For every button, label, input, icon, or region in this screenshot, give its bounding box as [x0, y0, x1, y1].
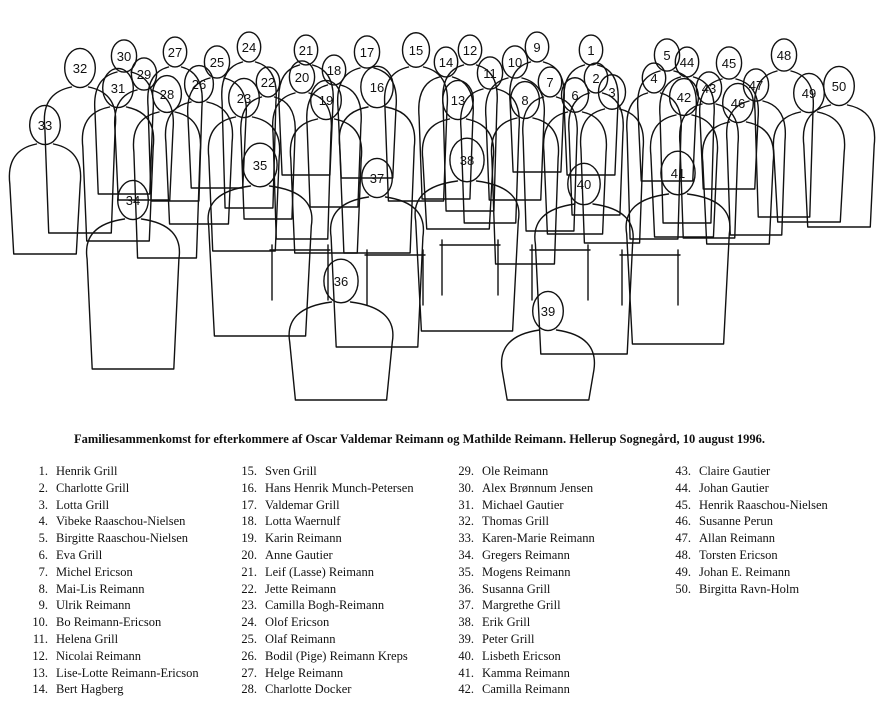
person-body-outline: [289, 302, 393, 400]
name-list-name: Mai-Lis Reimann: [56, 581, 145, 596]
name-list-item: [448, 648, 595, 665]
name-list-name: Lotta Grill: [56, 497, 110, 512]
name-list-name: Nicolai Reimann: [56, 648, 142, 663]
name-list-name: Olaf Reimann: [265, 631, 336, 646]
figure-number: 9: [533, 40, 541, 55]
name-list-name: Leif (Lasse) Reimann: [265, 564, 374, 579]
figure-number: 1: [587, 43, 595, 58]
name-list-name: Susanne Perun: [699, 514, 773, 529]
name-list-number: 11.: [32, 631, 48, 646]
figure-number: 49: [801, 86, 817, 101]
figure-number: 33: [37, 118, 53, 133]
name-list-item: [448, 681, 595, 698]
name-list-item: [448, 547, 595, 564]
figure-number: 19: [318, 93, 334, 108]
figure-number: 37: [369, 171, 385, 186]
name-list-name: Claire Gautier: [699, 464, 771, 478]
name-list-item: [665, 564, 828, 581]
person-body-outline: [331, 197, 424, 347]
person-body-outline: [502, 330, 595, 400]
name-list-name: Margrethe Grill: [482, 598, 561, 613]
figure-number: 4: [650, 71, 658, 86]
figure-number: 3: [608, 85, 616, 100]
name-list-number: 31.: [458, 497, 474, 512]
name-list-number: 25.: [241, 631, 257, 646]
name-list-number: 8.: [38, 581, 48, 596]
name-list-name: Helena Grill: [56, 631, 119, 646]
figure-number: 41: [670, 166, 686, 181]
name-list-item: [231, 614, 414, 631]
name-list-number: 28.: [241, 682, 257, 697]
name-list-number: 10.: [32, 615, 48, 630]
name-list-item: [665, 547, 828, 564]
figure-number: 14: [438, 55, 454, 70]
name-list-name: Lisbeth Ericson: [482, 648, 561, 663]
name-list-number: 40.: [458, 648, 474, 663]
name-list-item: [231, 581, 414, 598]
figure-number: 11: [483, 66, 497, 81]
figure-number: 2: [592, 71, 600, 86]
figure-number: 38: [459, 153, 475, 168]
name-list-item: [231, 648, 414, 665]
figure-number: 46: [730, 96, 746, 111]
name-list-name: Eva Grill: [56, 547, 103, 562]
names-column-1: [22, 463, 199, 698]
caption: Familiesammenkomst for efterkommere af Oscar Valdemar Reimann og Mathilde Reimann. Hellerup Sognegård, 10 august 1996.: [74, 432, 766, 446]
figure-number: 17: [359, 45, 375, 60]
name-list-item: [231, 480, 414, 497]
name-list-item: [22, 564, 199, 581]
name-list-name: Sven Grill: [265, 464, 317, 478]
name-list-number: 17.: [241, 497, 257, 512]
person-body-outline: [9, 144, 80, 254]
name-list-number: 43.: [675, 464, 691, 478]
figure-number: 28: [159, 87, 175, 102]
figure-number: 7: [546, 75, 554, 90]
name-list-number: 2.: [38, 480, 48, 495]
figure-number: 22: [260, 75, 276, 90]
name-list-number: 37.: [458, 598, 474, 613]
name-list-number: 30.: [458, 480, 474, 495]
names-column-4: [665, 463, 828, 597]
figure-number: 15: [408, 43, 424, 58]
figure-number: 16: [369, 80, 385, 95]
name-list-item: [22, 581, 199, 598]
name-list-name: Henrik Grill: [56, 464, 118, 478]
name-list-number: 42.: [458, 682, 474, 697]
name-list-number: 29.: [458, 464, 474, 478]
name-list-name: Birgitta Ravn-Holm: [699, 581, 800, 596]
name-list-name: Karen-Marie Reimann: [482, 531, 595, 546]
name-list-number: 24.: [241, 615, 257, 630]
name-list-name: Jette Reimann: [265, 581, 337, 596]
name-list-number: 32.: [458, 514, 474, 529]
name-list-name: Johan E. Reimann: [699, 564, 791, 579]
name-list-item: [22, 463, 199, 480]
figure-number: 10: [507, 55, 523, 70]
name-list-name: Olof Ericson: [265, 615, 330, 630]
name-list-item: [231, 497, 414, 514]
name-list-item: [231, 530, 414, 547]
name-list-item: [231, 631, 414, 648]
name-list-name: Bodil (Pige) Reimann Kreps: [265, 648, 408, 663]
name-list-name: Erik Grill: [482, 615, 531, 630]
name-list-item: [22, 597, 199, 614]
name-list-name: Peter Grill: [482, 631, 535, 646]
chair-outline: [365, 250, 425, 305]
name-list-name: Kamma Reimann: [482, 665, 570, 680]
name-list-name: Thomas Grill: [482, 514, 550, 529]
name-list-item: [22, 665, 199, 682]
name-list-name: Michel Ericson: [56, 564, 133, 579]
name-list-item: [231, 513, 414, 530]
figure-number: 5: [663, 48, 671, 63]
name-list-name: Johan Gautier: [699, 480, 769, 495]
name-list-item: [665, 530, 828, 547]
name-list-number: 34.: [458, 547, 474, 562]
name-list-name: Camilla Reimann: [482, 682, 570, 697]
figure-number: 42: [676, 90, 692, 105]
name-list-name: Karin Reimann: [265, 531, 342, 546]
name-list-number: 9.: [38, 598, 48, 613]
name-list-number: 23.: [241, 598, 257, 613]
name-list-item: [231, 681, 414, 698]
chair-outline: [530, 245, 590, 300]
figure-number: 35: [252, 158, 268, 173]
name-list-name: Michael Gautier: [482, 497, 564, 512]
figure-number: 6: [571, 88, 579, 103]
person-body-outline: [44, 87, 115, 233]
name-list-item: [231, 564, 414, 581]
name-list-number: 16.: [241, 480, 257, 495]
name-list-name: Hans Henrik Munch-Petersen: [265, 480, 414, 495]
names-column-2: [231, 463, 414, 698]
name-list-number: 6.: [38, 547, 48, 562]
name-list-number: 46.: [675, 514, 691, 529]
person-body-outline: [290, 119, 361, 253]
name-list-item: [665, 581, 828, 598]
name-list-item: [22, 480, 199, 497]
figure-number: 50: [831, 79, 847, 94]
name-list-name: Ulrik Reimann: [56, 598, 131, 613]
person-body-outline: [241, 97, 295, 219]
figure-number: 40: [576, 177, 592, 192]
name-list-item: [22, 648, 199, 665]
name-list-item: [22, 513, 199, 530]
name-list-name: Charlotte Docker: [265, 682, 352, 697]
figure-number: 13: [450, 93, 466, 108]
figure-number: 23: [236, 91, 252, 106]
name-list-name: Gregers Reimann: [482, 547, 570, 562]
name-list-number: 39.: [458, 631, 474, 646]
name-list-number: 4.: [38, 514, 48, 529]
figure-number: 8: [521, 93, 529, 108]
figure-outlines: [9, 32, 874, 400]
name-list-item: [448, 581, 595, 598]
name-list-item: [448, 614, 595, 631]
name-list-number: 49.: [675, 564, 691, 579]
figure-number: 29: [136, 67, 152, 82]
name-list-number: 1.: [38, 464, 48, 478]
name-list-number: 20.: [241, 547, 257, 562]
name-list-number: 5.: [38, 531, 48, 546]
name-list-name: Mogens Reimann: [482, 564, 571, 579]
name-list-number: 47.: [675, 531, 691, 546]
name-list-number: 27.: [241, 665, 257, 680]
name-list-number: 36.: [458, 581, 474, 596]
name-list-name: Bert Hagberg: [56, 682, 124, 697]
figure-number: 21: [298, 43, 314, 58]
name-list-number: 14.: [32, 682, 48, 697]
name-list-number: 13.: [32, 665, 48, 680]
name-list-number: 41.: [458, 665, 474, 680]
figure-number: 45: [721, 56, 737, 71]
name-list-item: [22, 631, 199, 648]
name-list-number: 19.: [241, 531, 257, 546]
name-list-name: Allan Reimann: [699, 531, 776, 546]
figure-number: 36: [333, 274, 349, 289]
name-list-name: Lotta Waernulf: [265, 514, 341, 529]
figure-number: 34: [125, 193, 141, 208]
name-list-item: [22, 530, 199, 547]
name-list-item: [448, 463, 595, 480]
name-list-item: [22, 497, 199, 514]
name-list-name: Camilla Bogh-Reimann: [265, 598, 385, 613]
name-list-number: 15.: [241, 464, 257, 478]
name-list-name: Valdemar Grill: [265, 497, 340, 512]
name-list-item: [448, 513, 595, 530]
name-list-name: Lise-Lotte Reimann-Ericson: [56, 665, 199, 680]
name-list-name: Vibeke Raaschou-Nielsen: [56, 514, 186, 529]
name-list-item: [231, 463, 414, 480]
name-list-item: [448, 564, 595, 581]
name-list-item: [448, 665, 595, 682]
name-list-name: Anne Gautier: [265, 547, 333, 562]
name-list-item: [448, 597, 595, 614]
name-list-item: [448, 530, 595, 547]
name-list-name: Alex Brønnum Jensen: [482, 480, 594, 495]
name-list-item: [448, 497, 595, 514]
person-body-outline: [307, 85, 361, 207]
name-list-item: [665, 463, 828, 480]
name-list-number: 26.: [241, 648, 257, 663]
name-list-name: Birgitte Raaschou-Nielsen: [56, 531, 189, 546]
name-list-number: 48.: [675, 547, 691, 562]
name-list-name: Charlotte Grill: [56, 480, 130, 495]
name-list-name: Bo Reimann-Ericson: [56, 615, 162, 630]
name-list-number: 38.: [458, 615, 474, 630]
person-body-outline: [581, 109, 644, 243]
name-list-number: 3.: [38, 497, 48, 512]
name-list-item: [231, 597, 414, 614]
figure-number: 47: [748, 78, 764, 93]
figure-number: 31: [110, 81, 126, 96]
figure-number: 43: [701, 81, 717, 96]
name-list-number: 50.: [675, 581, 691, 596]
name-list-item: [22, 547, 199, 564]
person-body-outline: [422, 119, 493, 229]
figure-number: 25: [209, 55, 225, 70]
figure-number: 20: [294, 70, 310, 85]
name-list-name: Helge Reimann: [265, 665, 344, 680]
name-list-item: [448, 480, 595, 497]
name-list-name: Henrik Raaschou-Nielsen: [699, 497, 828, 512]
figure-number: 12: [462, 43, 478, 58]
name-list-number: 35.: [458, 564, 474, 579]
name-list-number: 22.: [241, 581, 257, 596]
figure-number: 24: [241, 40, 257, 55]
figure-number: 39: [540, 304, 556, 319]
name-list-number: 44.: [675, 480, 691, 495]
person-body-outline: [415, 181, 519, 331]
name-list-item: [22, 681, 199, 698]
name-list-number: 45.: [675, 497, 691, 512]
figure-number: 26: [191, 77, 207, 92]
name-list-item: [231, 547, 414, 564]
name-list-item: [665, 480, 828, 497]
person-body-outline: [638, 71, 697, 181]
names-column-3: [448, 463, 595, 698]
name-list-name: Torsten Ericson: [699, 547, 778, 562]
name-list-item: [231, 665, 414, 682]
name-list-name: Susanna Grill: [482, 581, 551, 596]
figure-number: 32: [72, 61, 88, 76]
name-list-number: 18.: [241, 514, 257, 529]
name-list-number: 12.: [32, 648, 48, 663]
name-list-item: [665, 513, 828, 530]
name-list-item: [22, 614, 199, 631]
name-list-number: 21.: [241, 564, 257, 579]
figure-number: 44: [679, 55, 695, 70]
figure-number: 27: [167, 45, 183, 60]
figure-number: 48: [776, 48, 792, 63]
person-body-outline: [82, 107, 153, 241]
name-list-name: Ole Reimann: [482, 464, 549, 478]
name-list-item: [448, 631, 595, 648]
name-list-item: [665, 497, 828, 514]
person-body-outline: [564, 65, 618, 175]
figure-number: 18: [326, 63, 342, 78]
name-list-number: 7.: [38, 564, 48, 579]
name-list-number: 33.: [458, 531, 474, 546]
figure-number: 30: [116, 49, 132, 64]
chair-outline: [440, 240, 500, 295]
